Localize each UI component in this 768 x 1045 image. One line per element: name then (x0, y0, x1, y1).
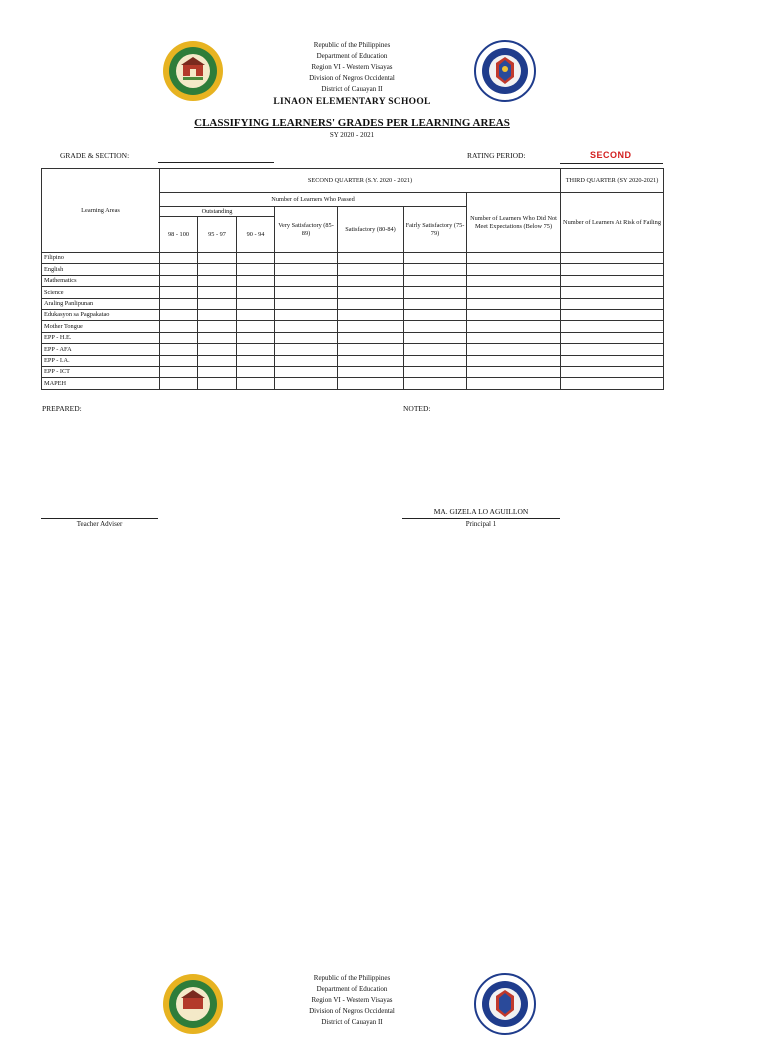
grade-count-cell[interactable] (198, 344, 237, 355)
grade-count-cell[interactable] (338, 275, 404, 286)
grade-count-cell[interactable] (198, 366, 237, 377)
grade-count-cell[interactable] (275, 366, 338, 377)
table-row (42, 275, 664, 286)
grade-count-cell[interactable] (198, 355, 237, 366)
learning-area-name: EPP - I.A. (42, 355, 160, 366)
grade-count-cell[interactable] (467, 298, 561, 309)
grade-count-cell[interactable] (561, 253, 664, 264)
learning-area-name: Mother Tongue (42, 321, 160, 332)
grade-count-cell[interactable] (404, 275, 467, 286)
noted-label: NOTED: (403, 404, 431, 413)
grades-table-body (42, 253, 664, 390)
grade-count-cell[interactable] (467, 264, 561, 275)
grade-count-cell[interactable] (275, 355, 338, 366)
rating-period-value: SECOND (590, 150, 632, 160)
school-year: SY 2020 - 2021 (329, 131, 375, 139)
table-row (42, 253, 664, 264)
grade-count-cell[interactable] (561, 321, 664, 332)
teacher-role: Teacher Adviser (76, 520, 123, 528)
very-satisfactory-header: Very Satisfactory (85-89) (275, 207, 338, 253)
principal-signature-line (402, 518, 560, 519)
grade-count-cell[interactable] (338, 287, 404, 298)
letterhead (0, 40, 768, 112)
grade-count-cell[interactable] (338, 355, 404, 366)
letterhead-line: District of Cauayan II (321, 1018, 383, 1026)
letterhead-line: Republic of the Philippines (313, 41, 391, 49)
learning-area-name: EPP - AFA (42, 344, 160, 355)
grade-count-cell[interactable] (198, 378, 237, 389)
grade-count-cell[interactable] (338, 253, 404, 264)
grade-count-cell[interactable] (275, 332, 338, 343)
grade-count-cell[interactable] (561, 332, 664, 343)
grade-count-cell[interactable] (467, 344, 561, 355)
grade-count-cell[interactable] (467, 253, 561, 264)
table-row (42, 287, 664, 298)
grade-count-cell[interactable] (160, 355, 198, 366)
grade-count-cell[interactable] (561, 378, 664, 389)
grade-count-cell[interactable] (275, 275, 338, 286)
rating-period-underline (560, 163, 663, 164)
learning-area-name: Araling Panlipunan (42, 298, 160, 309)
grade-count-cell[interactable] (237, 366, 275, 377)
grade-count-cell[interactable] (160, 264, 198, 275)
grade-count-cell[interactable] (160, 344, 198, 355)
letterhead-line: Region VI - Western Visayas (311, 996, 393, 1004)
grade-count-cell[interactable] (561, 298, 664, 309)
document-title: CLASSIFYING LEARNERS' GRADES PER LEARNING AREAS (194, 117, 510, 129)
grade-count-cell[interactable] (198, 264, 237, 275)
grade-count-cell[interactable] (338, 309, 404, 320)
at-risk-header: Number of Learners At Risk of Failing (561, 193, 664, 253)
learning-area-name: Mathematics (42, 275, 160, 286)
satisfactory-header: Satisfactory (80-84) (338, 207, 404, 253)
grade-count-cell[interactable] (338, 344, 404, 355)
grade-count-cell[interactable] (198, 287, 237, 298)
grade-count-cell[interactable] (404, 321, 467, 332)
grade-section-label: GRADE & SECTION: (60, 151, 130, 160)
learning-area-name: Filipino (42, 253, 160, 264)
teacher-signature-line[interactable] (41, 518, 158, 519)
grade-count-cell[interactable] (237, 287, 275, 298)
grade-count-cell[interactable] (275, 253, 338, 264)
prepared-label: PREPARED: (42, 404, 82, 413)
grade-count-cell[interactable] (404, 287, 467, 298)
grade-count-cell[interactable] (198, 253, 237, 264)
rating-period-label: RATING PERIOD: (467, 151, 526, 160)
grade-count-cell[interactable] (404, 366, 467, 377)
outstanding-header: Outstanding (160, 207, 275, 217)
grade-count-cell[interactable] (338, 366, 404, 377)
grade-count-cell[interactable] (198, 321, 237, 332)
grade-count-cell[interactable] (160, 321, 198, 332)
letterhead-line: Department of Education (316, 985, 388, 993)
grade-count-cell[interactable] (404, 344, 467, 355)
grade-count-cell[interactable] (561, 309, 664, 320)
grade-count-cell[interactable] (160, 332, 198, 343)
grade-count-cell[interactable] (237, 309, 275, 320)
grade-count-cell[interactable] (561, 355, 664, 366)
deped-seal-icon (474, 973, 536, 1035)
learning-area-name: English (42, 264, 160, 275)
grade-count-cell[interactable] (467, 355, 561, 366)
grade-count-cell[interactable] (467, 366, 561, 377)
grade-count-cell[interactable] (338, 321, 404, 332)
range-95-97-header: 95 - 97 (198, 217, 237, 253)
grade-count-cell[interactable] (198, 309, 237, 320)
grade-count-cell[interactable] (561, 287, 664, 298)
grade-count-cell[interactable] (338, 264, 404, 275)
school-seal-icon (162, 40, 224, 102)
table-row (42, 298, 664, 309)
letterhead-line: District of Cauayan II (321, 85, 383, 93)
third-quarter-header: THIRD QUARTER (SY 2020-2021) (561, 169, 664, 193)
grade-count-cell[interactable] (467, 309, 561, 320)
grade-count-cell[interactable] (237, 344, 275, 355)
grade-count-cell[interactable] (404, 264, 467, 275)
school-seal-icon (162, 973, 224, 1035)
table-row (42, 321, 664, 332)
learning-area-name: Edukasyon sa Pagpakatao (42, 309, 160, 320)
grades-table (41, 168, 664, 390)
letterhead-line: Republic of the Philippines (313, 974, 391, 982)
letterhead-next-page (0, 973, 768, 1045)
school-name: LINAON ELEMENTARY SCHOOL (273, 97, 431, 107)
second-quarter-header: SECOND QUARTER (S.Y. 2020 - 2021) (160, 169, 561, 193)
table-row (42, 344, 664, 355)
grade-count-cell[interactable] (237, 321, 275, 332)
letterhead-line: Region VI - Western Visayas (311, 63, 393, 71)
learning-areas-header: Learning Areas (42, 169, 160, 253)
letterhead-line: Division of Negros Occidental (309, 1007, 395, 1015)
passed-header: Number of Learners Who Passed (160, 193, 467, 207)
did-not-meet-header: Number of Learners Who Did Not Meet Expectations (Below 75) (467, 193, 561, 253)
grade-count-cell[interactable] (237, 264, 275, 275)
grade-count-cell[interactable] (198, 332, 237, 343)
grade-section-field[interactable] (158, 162, 274, 163)
table-row (42, 366, 664, 377)
grade-count-cell[interactable] (404, 309, 467, 320)
grade-count-cell[interactable] (404, 355, 467, 366)
learning-area-name: Science (42, 287, 160, 298)
grade-count-cell[interactable] (160, 253, 198, 264)
grade-count-cell[interactable] (160, 275, 198, 286)
grade-count-cell[interactable] (198, 298, 237, 309)
grade-count-cell[interactable] (338, 378, 404, 389)
grade-count-cell[interactable] (467, 378, 561, 389)
table-row (42, 264, 664, 275)
grade-count-cell[interactable] (404, 253, 467, 264)
learning-area-name: MAPEH (42, 378, 160, 389)
grade-count-cell[interactable] (338, 332, 404, 343)
grade-count-cell[interactable] (275, 378, 338, 389)
grade-count-cell[interactable] (275, 287, 338, 298)
table-row (42, 309, 664, 320)
grade-count-cell[interactable] (160, 309, 198, 320)
grade-count-cell[interactable] (237, 275, 275, 286)
grade-count-cell[interactable] (404, 298, 467, 309)
grade-count-cell[interactable] (467, 321, 561, 332)
grade-count-cell[interactable] (561, 344, 664, 355)
grade-count-cell[interactable] (561, 275, 664, 286)
fairly-satisfactory-header: Fairly Satisfactory (75-79) (404, 207, 467, 253)
letterhead-lines (230, 40, 474, 95)
letterhead-line: Division of Negros Occidental (309, 74, 395, 82)
letterhead-lines (230, 973, 474, 1028)
letterhead-line: Department of Education (316, 52, 388, 60)
grade-count-cell[interactable] (160, 298, 198, 309)
range-90-94-header: 90 - 94 (237, 217, 275, 253)
grade-count-cell[interactable] (160, 366, 198, 377)
grade-count-cell[interactable] (561, 366, 664, 377)
table-row (42, 332, 664, 343)
grade-count-cell[interactable] (275, 344, 338, 355)
learning-area-name: EPP - H.E. (42, 332, 160, 343)
grade-count-cell[interactable] (237, 298, 275, 309)
grade-count-cell[interactable] (467, 332, 561, 343)
grade-count-cell[interactable] (275, 298, 338, 309)
range-98-100-header: 98 - 100 (160, 217, 198, 253)
grade-count-cell[interactable] (198, 275, 237, 286)
grade-count-cell[interactable] (237, 253, 275, 264)
grade-count-cell[interactable] (404, 378, 467, 389)
grade-count-cell[interactable] (275, 264, 338, 275)
grade-count-cell[interactable] (467, 275, 561, 286)
grade-count-cell[interactable] (237, 332, 275, 343)
grade-count-cell[interactable] (237, 378, 275, 389)
grade-count-cell[interactable] (338, 298, 404, 309)
grade-count-cell[interactable] (275, 321, 338, 332)
grade-count-cell[interactable] (275, 309, 338, 320)
learning-area-name: EPP - ICT (42, 366, 160, 377)
principal-name: MA. GIZELA LO AGUILLON (433, 507, 529, 516)
deped-seal-icon (474, 40, 536, 102)
principal-role: Principal 1 (465, 520, 497, 528)
grade-count-cell[interactable] (237, 355, 275, 366)
grade-count-cell[interactable] (467, 287, 561, 298)
table-row (42, 378, 664, 389)
grade-count-cell[interactable] (404, 332, 467, 343)
grade-count-cell[interactable] (160, 287, 198, 298)
table-row (42, 355, 664, 366)
grade-count-cell[interactable] (160, 378, 198, 389)
grade-count-cell[interactable] (561, 264, 664, 275)
